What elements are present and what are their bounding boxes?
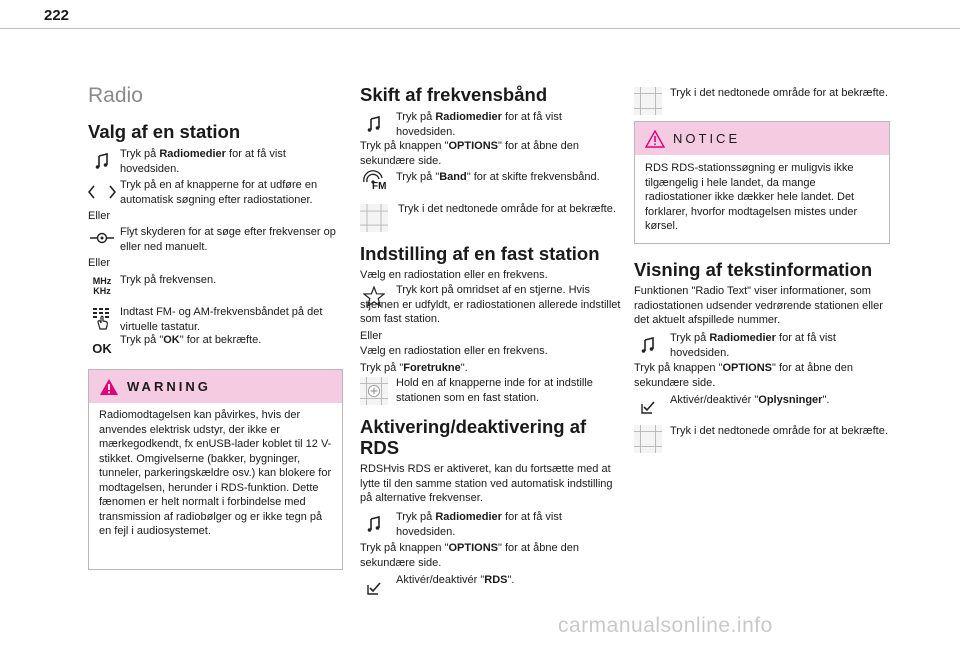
heading-aktivering: Aktivering/deaktivering af RDS — [360, 416, 587, 459]
page-number: 222 — [44, 7, 70, 24]
checkbox-icon — [360, 573, 388, 595]
star-paragraph: Tryk kort på omridset af en stjerne. Hvis stjernen er udfyldt, er radiostationen allerede indstillet som fast station. — [360, 284, 621, 325]
step-slider — [88, 225, 343, 254]
step-radiomedier — [360, 510, 622, 539]
section-title-radio: Radio — [88, 84, 143, 107]
step-text: Flyt skyderen for at søge efter frekvenser op eller ned manuelt. — [120, 226, 336, 253]
step-ok — [88, 333, 343, 356]
step-text: Tryk på "OK" for at bekræfte. — [120, 334, 262, 346]
or-label: Eller — [88, 257, 111, 269]
checkbox-icon — [634, 393, 662, 414]
chevron-left-right-icon — [88, 178, 116, 199]
warning-title: WARNING — [127, 379, 211, 394]
step-text: Vælg en radiostation eller en frekvens. — [360, 345, 548, 357]
or-label: Eller — [360, 330, 383, 342]
step-text: Aktivér/deaktivér "RDS". — [396, 574, 515, 586]
warning-text: Radiomodtagelsen kan påvirkes, hvis der anvendes elektrisk udstyr, der ikke er mærkegodkendt, fx enUSB-lader koblet til 12 V-stikket. Omgivelserne (bakker, bygninger, tunneler, parkeringskældre osv.) kan blokere for modtagelsen, herunder i RDS-funktion. Dette fænomen er helt normalt i forbindelse med transmission af radiobølger og er ikke tegn på en fejl i audiosystemet. — [99, 409, 332, 537]
step-text: Tryk i det nedtonede område for at bekræfte. — [670, 87, 888, 99]
music-note-icon — [360, 110, 388, 132]
step-text: Tryk i det nedtonede område for at bekræfte. — [398, 203, 616, 215]
step-radiomedier — [634, 331, 892, 360]
step-radiomedier — [360, 110, 620, 139]
step-confirm — [634, 86, 892, 116]
step-keyboard — [88, 305, 343, 334]
or-label: Eller — [88, 210, 111, 222]
step-text: Tryk på Radiomedier for at få vist hovedsiden. — [120, 148, 286, 175]
heading-valg: Valg af en station — [88, 121, 241, 142]
step-text: Tryk på frekvensen. — [120, 274, 217, 286]
keypad-touch-icon — [88, 305, 116, 331]
step-hold — [360, 376, 622, 406]
grayed-area-icon — [360, 202, 388, 234]
step-options: Tryk på knappen "OPTIONS" for at åbne den sekundære side. — [360, 542, 579, 569]
step-text: Tryk på Radiomedier for at få vist hovedsiden. — [396, 111, 562, 138]
heading-skift: Skift af frekvensbånd — [360, 84, 548, 105]
step-search-buttons — [88, 178, 343, 207]
ok-icon: OK — [92, 341, 112, 356]
radio-text-description: Funktionen "Radio Text" viser informationer, som radiostationen udsender vedrørende stationen eller det aktuelt afspillede nummer. — [634, 285, 883, 326]
step-text: Vælg en radiostation eller en frekvens. — [360, 269, 548, 281]
rds-description: RDSHvis RDS er aktiveret, kan du fortsætte med at lytte til den samme station ved automatisk indstilling på alternative frekvenser. — [360, 463, 613, 504]
step-confirm — [360, 202, 620, 234]
grayed-area-icon — [634, 86, 662, 116]
notice-header — [635, 122, 889, 155]
step-text: Tryk på Radiomedier for at få vist hovedsiden. — [396, 511, 562, 538]
music-note-icon — [360, 510, 388, 532]
step-text: Tryk på Radiomedier for at få vist hovedsiden. — [670, 332, 836, 359]
step-text: Hold en af knapperne inde for at indstille stationen som en fast station. — [396, 377, 593, 404]
step-radiomedier — [88, 147, 343, 176]
step-text: Tryk på "Band" for at skifte frekvensbånd. — [396, 171, 600, 183]
step-band — [360, 170, 622, 194]
notice-box — [634, 121, 890, 244]
step-text: Tryk på en af knapperne for at udføre en automatisk søgning efter radiostationer. — [120, 179, 318, 206]
header-divider — [0, 28, 960, 29]
step-rds-toggle — [360, 573, 622, 595]
warning-header — [89, 370, 342, 403]
notice-text: RDS RDS-stationssøgning er muligvis ikke tilgængelig i hele landet, da mange radiostationer ikke dækker hele landet. Det forklarer, hvorfor modtagelsen mistes under kørsel. — [645, 162, 858, 232]
step-foretrukne: Tryk på "Foretrukne". — [360, 362, 468, 374]
step-confirm — [634, 424, 892, 454]
add-preset-icon — [360, 376, 388, 406]
step-text: Aktivér/deaktivér "Oplysninger". — [670, 394, 830, 406]
warning-triangle-icon — [99, 378, 119, 396]
step-text: Indtast FM- og AM-frekvensbåndet på det virtuelle tastatur. — [120, 306, 323, 333]
mhz-khz-icon: MHz KHz — [92, 276, 112, 296]
watermark: carmanualsonline.info — [558, 614, 773, 637]
music-note-icon — [634, 331, 662, 353]
warning-triangle-icon — [645, 130, 665, 148]
heading-visning: Visning af tekstinformation — [634, 259, 873, 280]
music-note-icon — [88, 147, 116, 169]
fm-radio-icon: FM — [360, 170, 388, 194]
step-options: Tryk på knappen "OPTIONS" for at åbne den sekundære side. — [360, 140, 579, 167]
slider-icon — [88, 225, 116, 245]
heading-indstilling: Indstilling af en fast station — [360, 243, 600, 264]
step-oplysninger-toggle — [634, 393, 892, 414]
grayed-area-icon — [634, 424, 662, 454]
step-frequency — [88, 273, 343, 296]
step-text: Tryk i det nedtonede område for at bekræfte. — [670, 425, 888, 437]
warning-box — [88, 369, 343, 570]
step-options: Tryk på knappen "OPTIONS" for at åbne den sekundære side. — [634, 362, 853, 389]
notice-title: NOTICE — [673, 131, 741, 146]
